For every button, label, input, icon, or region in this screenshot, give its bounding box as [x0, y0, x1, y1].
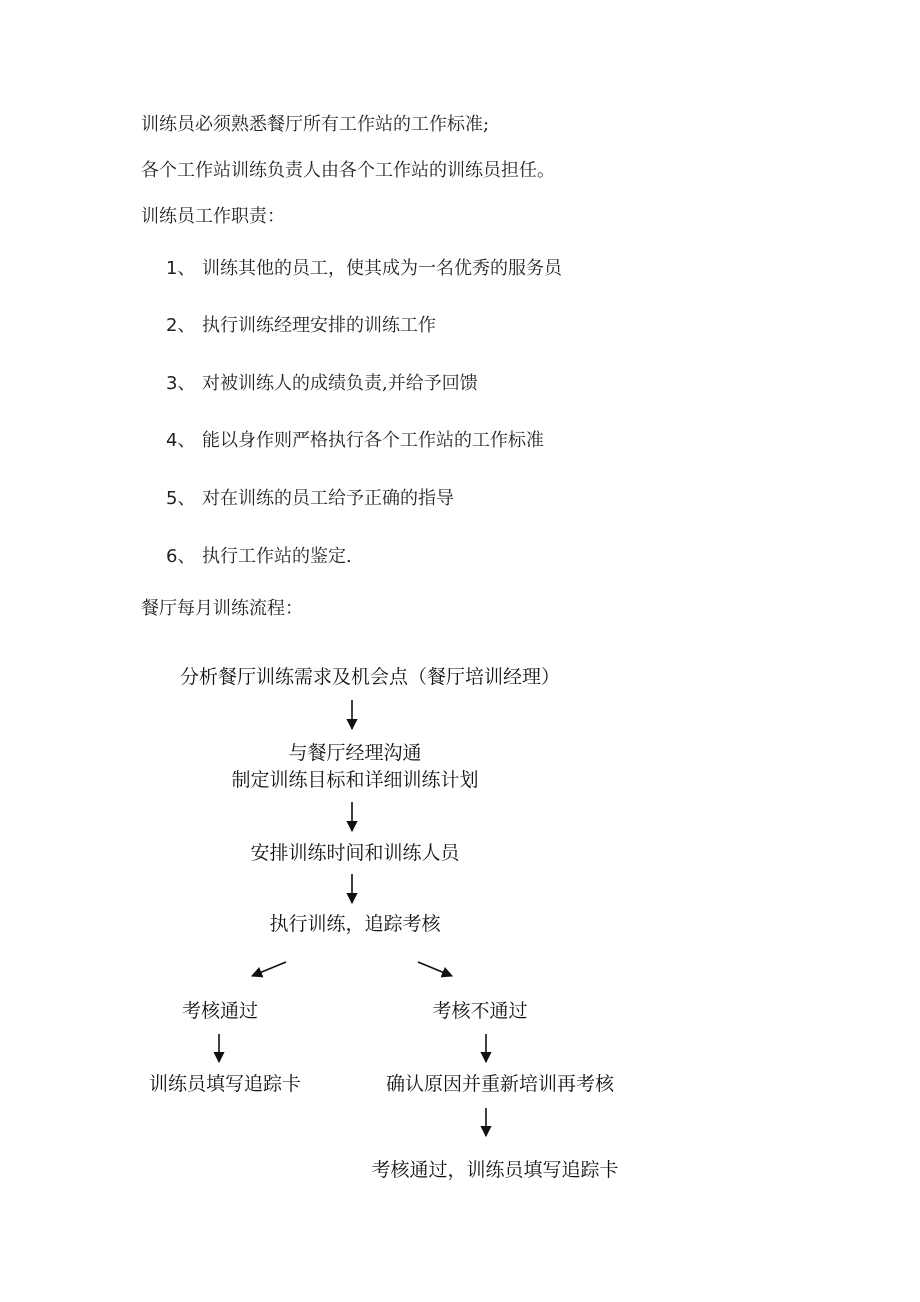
duty-number: 1、: [166, 258, 196, 279]
duty-item: [166, 488, 454, 510]
flow-step-analyze: 分析餐厅训练需求及机会点（餐厅培训经理）: [180, 666, 561, 688]
flow-fail-action: 确认原因并重新培训再考核: [385, 1073, 614, 1095]
duty-item: [166, 373, 478, 395]
duty-item: [166, 315, 436, 337]
duty-number: 4、: [166, 430, 196, 451]
duty-text: 执行训练经理安排的训练工作: [202, 315, 436, 336]
duty-number: 6、: [166, 546, 196, 567]
duty-item: [166, 546, 352, 568]
flow-fail: 考核不通过: [432, 1000, 528, 1022]
duties-heading: 训练员工作职责：: [141, 206, 285, 227]
flow-step-communicate: 与餐厅经理沟通: [288, 742, 422, 764]
duty-number: 5、: [166, 488, 196, 509]
process-heading: 餐厅每月训练流程：: [141, 598, 303, 619]
duty-text: 训练其他的员工，使其成为一名优秀的服务员: [202, 258, 562, 279]
duty-number: 2、: [166, 315, 196, 336]
flow-pass: 考核通过: [181, 1000, 258, 1022]
intro-line-2: 各个工作站训练负责人由各个工作站的训练员担任。: [141, 160, 555, 181]
flow-fail-result: 考核通过，训练员填写追踪卡: [371, 1159, 619, 1181]
duty-text: 对被训练人的成绩负责,并给予回馈: [202, 373, 478, 394]
duty-item: [166, 430, 544, 452]
duty-text: 能以身作则严格执行各个工作站的工作标准: [202, 430, 544, 451]
flow-step-schedule: 安排训练时间和训练人员: [250, 842, 460, 864]
duty-text: 对在训练的员工给予正确的指导: [202, 488, 454, 509]
arrow-down-left-icon: [252, 962, 286, 976]
duty-number: 3、: [166, 373, 196, 394]
intro-line-1: 训练员必须熟悉餐厅所有工作站的工作标准;: [141, 114, 490, 135]
flow-pass-result: 训练员填写追踪卡: [148, 1073, 301, 1095]
duty-item: [166, 258, 562, 280]
flow-step-execute: 执行训练，追踪考核: [269, 913, 441, 935]
arrow-down-right-icon: [418, 962, 452, 976]
duty-text: 执行工作站的鉴定.: [202, 546, 352, 567]
flow-step-plan: 制定训练目标和详细训练计划: [231, 769, 479, 791]
